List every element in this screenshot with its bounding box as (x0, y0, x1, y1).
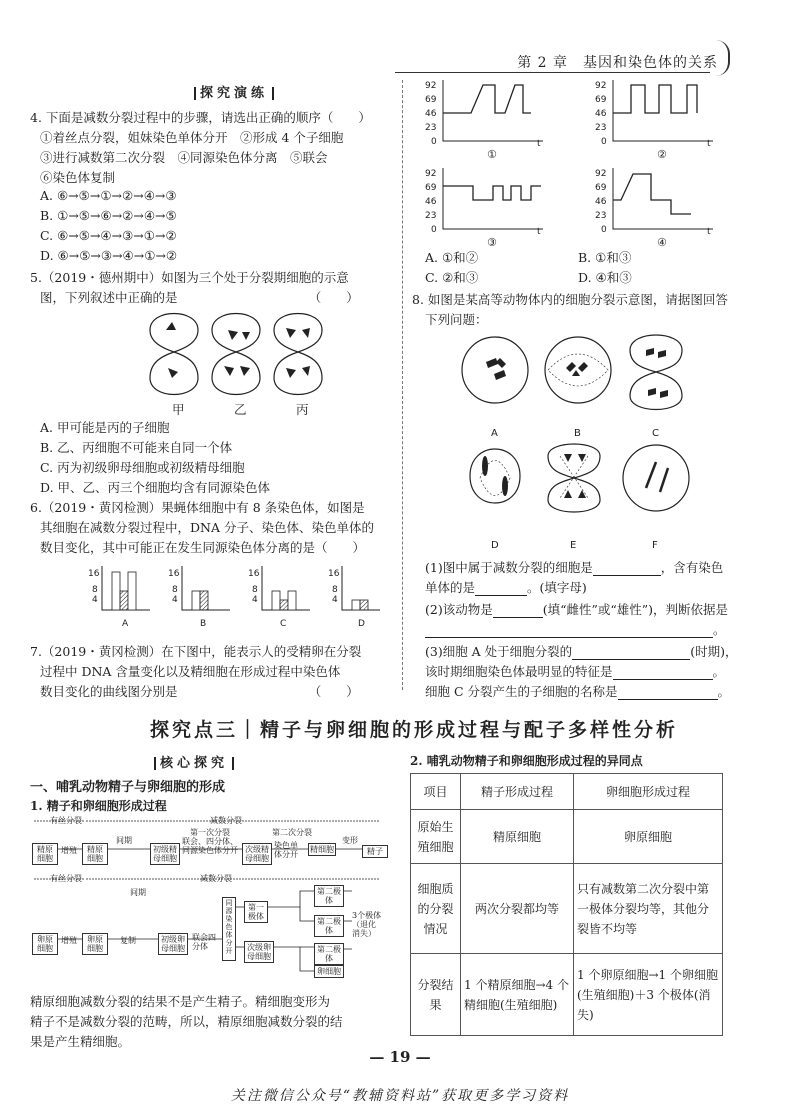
flow-egg-label-meiosis: 减数分裂 (200, 874, 232, 883)
table-header-sperm: 精子形成过程 (461, 774, 574, 810)
q4-items-2: ③进行减数第二次分裂 ④同源染色体分离 ⑤联会 (40, 150, 328, 165)
q6-label-c: C (280, 619, 287, 629)
flow-egg-box-first-polar: 第一极体 (244, 901, 268, 923)
table-row (411, 954, 723, 1036)
g1-y23: 23 (425, 123, 437, 133)
q6-tick-16-d: 16 (328, 569, 340, 579)
q4-items-3: ⑥染色体复制 (40, 170, 116, 185)
q6-tick-4-c: 4 (252, 595, 258, 605)
cell-label-e: E (570, 540, 577, 551)
core-heading-2: 1. 精子和卵细胞形成过程 (30, 799, 167, 813)
flow-egg-box-egg: 卵细胞 (314, 965, 344, 978)
q8-sub3-line1: (3)细胞 A 处于细胞分裂的 (时期)， (425, 644, 738, 659)
table-cell: 两次分裂都均等 (461, 864, 574, 954)
flow-sperm-step-3: 联会、四分体、同源染色体分开 (182, 837, 238, 855)
flow-label-first-division: 第一次分裂 (190, 828, 230, 837)
answer-blank-6[interactable] (613, 668, 713, 680)
g2-y92: 92 (595, 81, 607, 91)
flow-egg-label-mitosis: 有丝分裂 (50, 874, 82, 883)
flow-label-meiosis: 减数分裂 (210, 816, 242, 825)
q8-sub2-line1: (2)该动物是 (填“雌性”或“雄性”)，判断依据是 (425, 602, 729, 617)
graph-label-3: ③ (487, 236, 497, 248)
q5-stem-1: 5.（2019・德州期中）如图为三个处于分裂期细胞的示意 (30, 270, 349, 285)
section-big-title: 探究点三｜精子与卵细胞的形成过程与配子多样性分析 (150, 719, 679, 741)
flow-sperm-box-1: 精原细胞 (32, 843, 58, 865)
flow-sperm-step-4: 染色单体分开 (274, 841, 298, 859)
table-cell: 1 个卵原细胞→1 个卵细胞(生殖细胞)＋3 个极体(消失) (574, 954, 723, 1036)
q8-sub2-line2: 。 (425, 620, 721, 638)
comparison-table (410, 773, 723, 1036)
g2-y46: 46 (595, 109, 607, 119)
q5-option-c: C. 丙为初级卵母细胞或初级精母细胞 (40, 460, 245, 475)
table-cell: 细胞质的分裂情况 (411, 864, 461, 954)
g2-y23: 23 (595, 123, 607, 133)
cell-label-f: F (652, 540, 658, 551)
g3-t: t (537, 227, 541, 237)
graph2-curve (613, 85, 697, 113)
q4-option-c: C. ⑥→⑤→④→③→①→② (40, 228, 177, 243)
core-paragraph-1: 精原细胞减数分裂的结果不是产生精子。精细胞变形为 (30, 994, 331, 1009)
section-title-practice: 探究演练 (190, 82, 278, 101)
q8-sub1-line1: (1)图中属于减数分裂的细胞是 ，含有染色 (425, 560, 724, 575)
g4-y23: 23 (595, 211, 607, 221)
cell-e (548, 444, 600, 512)
cell-f (623, 445, 689, 511)
answer-blank-5[interactable] (572, 648, 690, 660)
g3-y69: 69 (425, 183, 437, 193)
g3-y0: 0 (431, 225, 437, 235)
q6-tick-8-c: 8 (252, 585, 258, 595)
q6-tick-16: 16 (88, 569, 100, 579)
answer-blank-7[interactable] (618, 688, 718, 700)
q5-option-b: B. 乙、丙细胞不可能来自同一个体 (40, 440, 233, 455)
cell-yi (212, 314, 260, 395)
g4-y92: 92 (595, 169, 607, 179)
q8-stem-2: 下列问题： (425, 312, 488, 327)
flow-arrows (30, 815, 395, 980)
q8-sub1-line2: 单体的是 。(填字母) (425, 580, 587, 595)
q8-cells-figure (460, 328, 700, 553)
graph1-curve (443, 85, 531, 113)
q6-stem-1: 6.（2019・黄冈检测）果蝇体细胞中有 8 条染色体，如图是 (30, 500, 365, 515)
core-paragraph-3: 果是产生精细胞。 (30, 1034, 131, 1049)
g1-t: t (537, 139, 541, 149)
cell-label-b: B (574, 428, 581, 439)
flow-sperm-box-5: 精细胞 (310, 845, 334, 854)
table-cell: 分裂结果 (411, 954, 461, 1036)
q6-tick-4-d: 4 (332, 595, 338, 605)
flow-egg-step-2: 复制 (120, 936, 136, 945)
cell-d (470, 449, 520, 503)
flow-label-second-division: 第二次分裂 (272, 828, 312, 837)
cell-a (462, 337, 528, 403)
flow-egg-box-3: 初级卵母细胞 (158, 933, 188, 955)
flow-egg-box-second-polar-2: 第二极体 (314, 915, 344, 937)
footer-note: 关注微信公众号“教辅资料站”获取更多学习资料 (230, 1088, 570, 1104)
table-cell: 卵原细胞 (574, 810, 723, 864)
comparison-title: 2. 哺乳动物精子和卵细胞形成过程的异同点 (410, 754, 643, 768)
cell-label-d: D (491, 540, 499, 551)
q6-tick-16-b: 16 (168, 569, 180, 579)
q6-tick-8: 8 (92, 585, 98, 595)
q5-stem-2: 图，下列叙述中正确的是 （ ） (40, 290, 359, 305)
table-row (411, 810, 723, 864)
header-rule (395, 72, 710, 73)
core-paragraph-2: 精子不是减数分裂的范畴，所以，精原细胞减数分裂的结 (30, 1014, 343, 1029)
g4-y0: 0 (601, 225, 607, 235)
q4-option-b: B. ①→⑤→⑥→②→④→⑤ (40, 208, 177, 223)
q7-stem-1: 7.（2019・黄冈检测）在下图中，能表示人的受精卵在分裂 (30, 644, 362, 659)
graph4-curve (613, 174, 691, 214)
core-section-title: 核心探究 (150, 752, 238, 771)
answer-blank-4[interactable] (425, 626, 713, 638)
g4-t: t (707, 227, 711, 237)
flow-egg-step-4: 同源染色体分开 (222, 897, 236, 961)
flow-egg-box-second-polar-1: 第二极体 (314, 885, 344, 907)
g2-t: t (707, 139, 711, 149)
q6-tick-8-d: 8 (332, 585, 338, 595)
cell-c (630, 335, 682, 410)
column-divider (402, 80, 403, 690)
q8-sub3-line3: 细胞 C 分裂产生的子细胞的名称是 。 (425, 684, 731, 699)
q4-items-1: ①着丝点分裂，姐妹染色单体分开 ②形成 4 个子细胞 (40, 130, 344, 145)
table-row (411, 864, 723, 954)
g3-y46: 46 (425, 197, 437, 207)
g4-y46: 46 (595, 197, 607, 207)
flow-label-mitosis: 有丝分裂 (50, 816, 82, 825)
chapter-header: 第 2 章 基因和染色体的关系 (517, 55, 718, 71)
q6-label-a: A (122, 619, 129, 629)
graph-label-2: ② (657, 148, 667, 161)
q6-bar-charts (80, 562, 380, 632)
cell-jia (150, 314, 198, 395)
q5-option-d: D. 甲、乙、丙三个细胞均含有同源染色体 (40, 480, 271, 495)
g1-y69: 69 (425, 95, 437, 105)
q5-label-yi: 乙 (234, 402, 247, 417)
q6-tick-8-b: 8 (172, 585, 178, 595)
q7-graphs (425, 78, 745, 248)
flow-sperm-box-6: 精子 (362, 845, 388, 858)
g3-y92: 92 (425, 169, 437, 179)
table-header-egg: 卵细胞形成过程 (574, 774, 723, 810)
q5-label-jia: 甲 (172, 402, 185, 417)
graph-label-4: ④ (657, 236, 667, 248)
g4-y69: 69 (595, 183, 607, 193)
graph-label-1: ① (487, 148, 497, 161)
flow-sperm-step-1: 增殖 (61, 846, 77, 855)
q8-stem-1: 8. 如图是某高等动物体内的细胞分裂示意图，请据图回答 (412, 292, 728, 307)
cell-label-c: C (652, 428, 659, 439)
flow-sperm-box-3: 初级精母细胞 (150, 843, 180, 865)
q7-option-c: C. ②和③ (425, 270, 479, 285)
q6-tick-16-c: 16 (248, 569, 260, 579)
graph3-curve (443, 186, 541, 200)
q7-stem-2: 过程中 DNA 含量变化以及精细胞在形成过程中染色体 (40, 664, 341, 679)
flow-egg-step-3: 联会四分体 (192, 933, 216, 951)
g1-y92: 92 (425, 81, 437, 91)
q4-option-a: A. ⑥→⑤→①→②→④→③ (40, 188, 177, 203)
formation-flow-diagram (30, 815, 395, 980)
cell-b (545, 337, 611, 403)
cell-bing (274, 314, 322, 395)
table-cell: 1 个精原细胞→4 个精细胞(生殖细胞) (461, 954, 574, 1036)
header-decoration (716, 40, 730, 76)
flow-egg-box-secondary-oocyte: 次级卵母细胞 (244, 941, 274, 963)
flow-egg-box-1: 卵原细胞 (32, 933, 58, 955)
table-cell: 原始生殖细胞 (411, 810, 461, 864)
q6-label-d: D (358, 619, 365, 629)
q6-label-b: B (200, 619, 207, 629)
q4-option-d: D. ⑥→⑤→③→④→①→② (40, 248, 178, 263)
table-cell: 只有减数第二次分裂中第一极体分裂均等，其他分裂皆不均等 (574, 864, 723, 954)
flow-sperm-box-4: 次级精母细胞 (242, 843, 272, 865)
table-row (411, 774, 723, 810)
q7-stem-3: 数目变化的曲线图分别是 （ ） (40, 684, 359, 699)
q7-option-a: A. ①和② (425, 250, 479, 265)
q6-tick-4-b: 4 (172, 595, 178, 605)
flow-egg-label-interphase: 间期 (130, 888, 146, 897)
flow-egg-step-1: 增殖 (61, 936, 77, 945)
cell-label-a: A (491, 428, 498, 439)
g3-y23: 23 (425, 211, 437, 221)
table-cell: 精原细胞 (461, 810, 574, 864)
q7-option-b: B. ①和③ (578, 250, 632, 265)
answer-blank-1[interactable] (593, 564, 661, 576)
q5-cells-figure (140, 308, 340, 403)
flow-sperm-step-2: 间期 (116, 836, 132, 845)
q4-stem: 4. 下面是减数分裂过程中的步骤，请选出正确的顺序（ ） (30, 110, 371, 125)
g1-y0: 0 (431, 137, 437, 147)
page-number: — 19 — (369, 1048, 431, 1066)
core-heading-1: 一、哺乳动物精子与卵细胞的形成 (30, 780, 226, 795)
q5-label-bing: 丙 (296, 402, 309, 417)
q7-option-d: D. ④和③ (578, 270, 632, 285)
flow-sperm-step-5: 变形 (342, 836, 358, 845)
g2-y0: 0 (601, 137, 607, 147)
flow-egg-box-2: 卵原细胞 (82, 933, 108, 955)
flow-egg-box-second-polar-3: 第二极体 (314, 943, 344, 965)
q6-tick-4: 4 (92, 595, 98, 605)
flow-sperm-box-2: 精原细胞 (82, 843, 108, 865)
flow-egg-polar-fate: 3个极体（退化消失） (352, 911, 382, 938)
q6-stem-2: 其细胞在减数分裂过程中，DNA 分子、染色体、染色单体的 (40, 520, 374, 535)
g1-y46: 46 (425, 109, 437, 119)
g2-y69: 69 (595, 95, 607, 105)
answer-blank-3[interactable] (493, 606, 543, 618)
q6-stem-3: 数目变化，其中可能正在发生同源染色体分离的是（ ） (40, 540, 366, 555)
q5-option-a: A. 甲可能是丙的子细胞 (40, 420, 170, 435)
table-header-item: 项目 (411, 774, 461, 810)
answer-blank-2[interactable] (475, 584, 527, 596)
q8-sub3-line2: 该时期细胞染色体最明显的特征是 。 (425, 664, 726, 679)
